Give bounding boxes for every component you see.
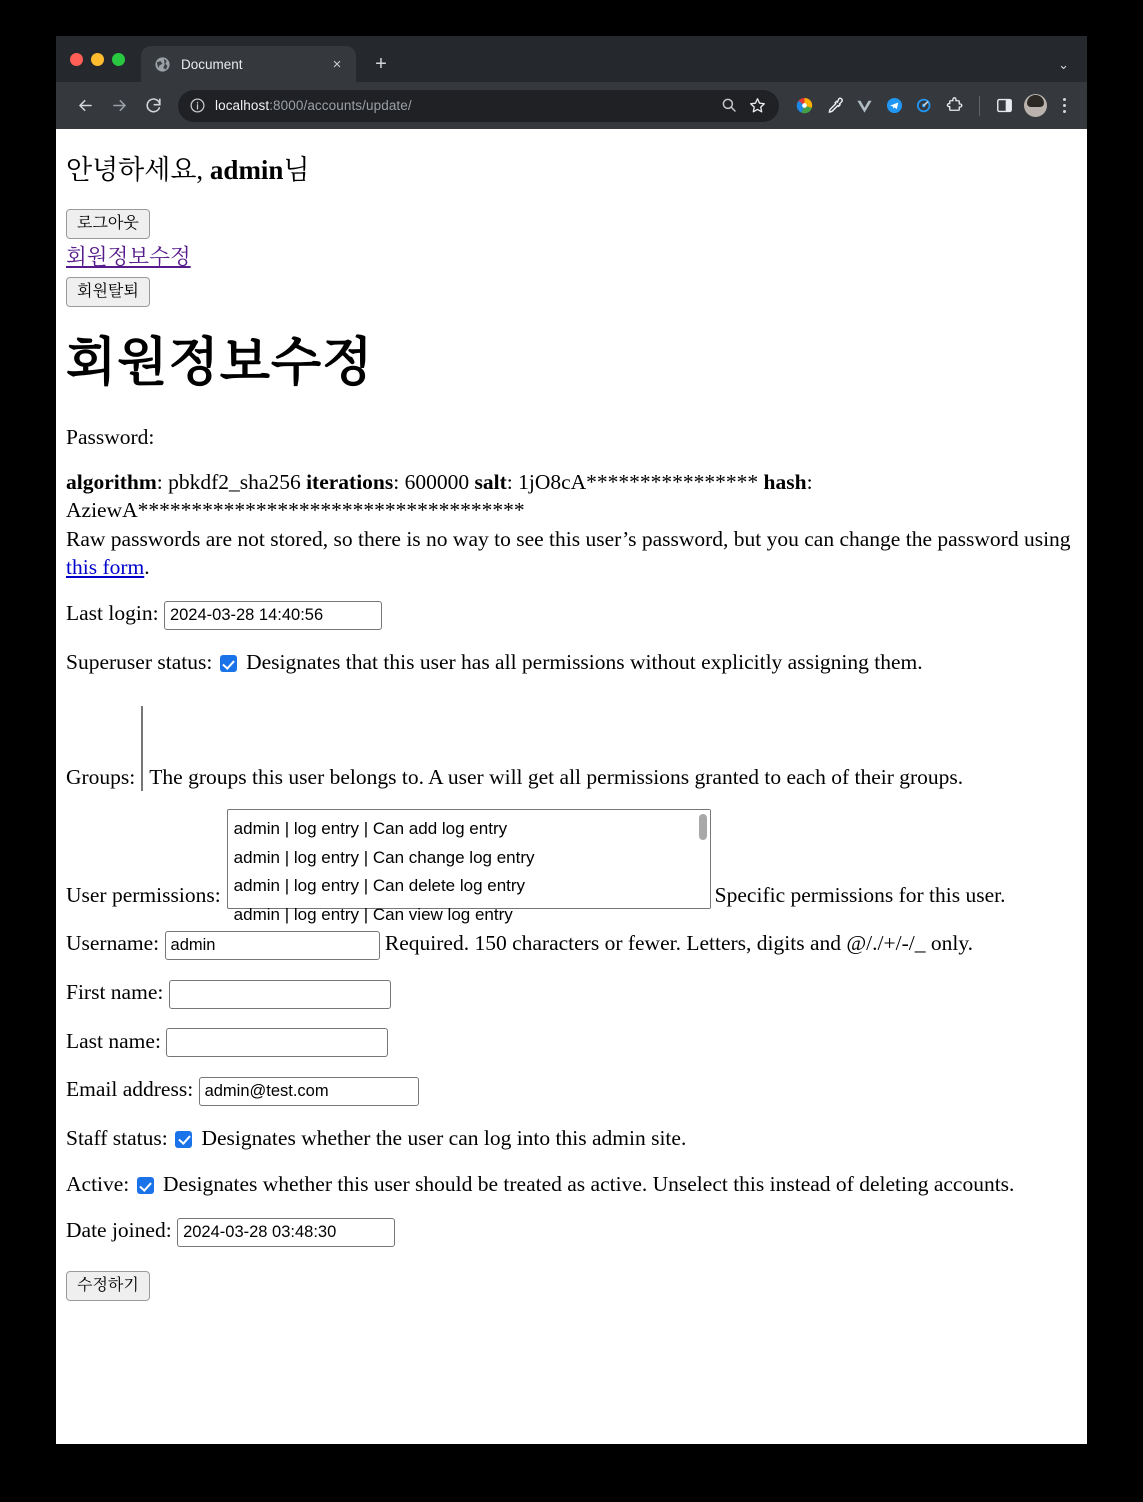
- last-login-row: [66, 599, 1073, 630]
- logout-row: [66, 207, 1073, 239]
- greeting-username: admin: [209, 155, 284, 185]
- salt-value: : 1jO8cA****************: [506, 469, 764, 494]
- window-traffic-lights: [70, 36, 141, 82]
- puzzle-extensions-icon[interactable]: [941, 92, 968, 119]
- hash-key: hash: [763, 469, 807, 494]
- algorithm-value: : pbkdf2_sha256: [156, 469, 307, 494]
- first-name-label: First name:: [66, 979, 164, 1004]
- tab-title: Document: [181, 56, 243, 72]
- date-joined-input[interactable]: [177, 1218, 395, 1247]
- site-info-icon[interactable]: [189, 97, 206, 114]
- vue-devtools-icon[interactable]: [851, 92, 878, 119]
- search-icon[interactable]: [720, 96, 739, 115]
- groups-label: Groups:: [66, 765, 136, 789]
- password-hash-summary: [66, 468, 1073, 525]
- update-profile-link[interactable]: 회원정보수정: [66, 244, 191, 269]
- email-row: [66, 1075, 1073, 1106]
- submit-row: [66, 1269, 1073, 1301]
- bookmark-star-icon[interactable]: [748, 96, 767, 115]
- iterations-value: : 600000: [393, 469, 475, 494]
- greeting-prefix: 안녕하세요,: [66, 155, 210, 185]
- browser-window: [56, 36, 1087, 1444]
- greeting-suffix: 님: [283, 155, 310, 185]
- forward-button[interactable]: [104, 91, 134, 121]
- withdraw-button[interactable]: 회원탈퇴: [66, 277, 150, 307]
- scrollbar-thumb[interactable]: [699, 814, 707, 840]
- extensions-bar: [791, 92, 968, 119]
- speed-test-icon[interactable]: [911, 92, 938, 119]
- password-help-text: [66, 525, 1073, 582]
- algorithm-key: algorithm: [66, 469, 157, 494]
- first-name-row: [66, 978, 1073, 1009]
- close-window-button[interactable]: [70, 53, 83, 66]
- page-viewport: [56, 129, 1087, 1444]
- tab-search-chevron-down-icon[interactable]: ⌄: [1058, 57, 1069, 72]
- list-item[interactable]: admin | log entry | Can delete log entry: [233, 876, 526, 896]
- change-password-link[interactable]: this form: [66, 555, 145, 580]
- email-input[interactable]: [199, 1077, 419, 1106]
- date-joined-row: [66, 1216, 1073, 1247]
- superuser-checkbox[interactable]: [220, 655, 237, 672]
- list-item[interactable]: admin | log entry | Can add log entry: [233, 819, 508, 839]
- scrollbar-track[interactable]: [696, 810, 710, 908]
- new-tab-button[interactable]: +: [375, 53, 387, 75]
- last-name-row: [66, 1027, 1073, 1058]
- list-item[interactable]: admin | log entry | Can view log entry: [233, 904, 513, 924]
- page-title: 회원정보수정: [66, 335, 374, 393]
- groups-multiselect[interactable]: [141, 706, 143, 791]
- superuser-help: Designates that this user has all permissions without explicitly assigning them.: [246, 650, 923, 674]
- last-login-input[interactable]: [164, 601, 382, 630]
- active-row: [66, 1170, 1073, 1198]
- page-greeting: [66, 153, 1073, 189]
- user-permissions-row: [66, 809, 1073, 924]
- submit-button[interactable]: 수정하기: [66, 1271, 150, 1301]
- username-input[interactable]: [165, 931, 380, 960]
- color-wheel-icon[interactable]: [791, 92, 818, 119]
- active-checkbox[interactable]: [137, 1177, 154, 1194]
- staff-status-row: [66, 1124, 1073, 1152]
- password-help-after: .: [144, 555, 150, 580]
- staff-status-label: Staff status:: [66, 1125, 168, 1150]
- url-path: :8000/accounts/update/: [269, 98, 412, 113]
- update-link-row: [66, 243, 1073, 271]
- username-help: Required. 150 characters or fewer. Letters, digits and @/./+/-/_ only.: [384, 931, 974, 956]
- list-item[interactable]: admin | log entry | Can change log entry: [233, 847, 535, 867]
- url-text: [215, 98, 711, 113]
- eyedropper-icon[interactable]: [821, 92, 848, 119]
- toolbar-divider: [979, 96, 980, 116]
- kebab-menu-icon[interactable]: [1053, 92, 1075, 119]
- globe-icon: [154, 56, 171, 73]
- salt-key: salt: [474, 469, 507, 494]
- reload-button[interactable]: [138, 91, 168, 121]
- groups-help: The groups this user belongs to. A user will get all permissions granted to each of their groups.: [149, 765, 964, 789]
- iterations-key: iterations: [306, 469, 394, 494]
- user-permissions-label: User permissions:: [66, 883, 221, 907]
- browser-toolbar: [56, 82, 1087, 129]
- active-help: Designates whether this user should be treated as active. Unselect this instead of deleting accounts.: [163, 1172, 1015, 1196]
- browser-tab[interactable]: [141, 46, 356, 82]
- user-permissions-help: Specific permissions for this user.: [714, 883, 1006, 907]
- staff-status-checkbox[interactable]: [175, 1131, 192, 1148]
- user-permissions-multiselect[interactable]: [227, 809, 711, 924]
- back-button[interactable]: [70, 91, 100, 121]
- tab-strip: [56, 36, 1087, 82]
- first-name-input[interactable]: [169, 980, 391, 1009]
- last-name-label: Last name:: [66, 1028, 161, 1053]
- password-label: Password:: [66, 424, 155, 449]
- avatar[interactable]: [1022, 92, 1049, 119]
- superuser-label: Superuser status:: [66, 650, 213, 674]
- url-host: localhost: [215, 98, 270, 113]
- username-row: [66, 929, 1073, 960]
- active-label: Active:: [66, 1172, 130, 1196]
- page-content: [66, 153, 1073, 1301]
- password-help-before: Raw passwords are not stored, so there is no way to see this user’s password, but you can change the password using: [66, 526, 1071, 551]
- sidebar-panel-icon[interactable]: [991, 92, 1018, 119]
- superuser-row: [66, 648, 1073, 676]
- close-tab-icon[interactable]: ×: [332, 55, 342, 73]
- logout-button[interactable]: 로그아웃: [66, 209, 150, 239]
- telegram-icon[interactable]: [881, 92, 908, 119]
- hash-value: : AziewA************************************: [66, 469, 813, 523]
- address-bar[interactable]: [178, 90, 779, 122]
- minimize-window-button[interactable]: [91, 53, 104, 66]
- username-label: Username:: [66, 931, 160, 956]
- withdraw-row: [66, 275, 1073, 307]
- last-login-label: Last login:: [66, 601, 159, 626]
- staff-status-help: Designates whether the user can log into this admin site.: [201, 1125, 687, 1150]
- date-joined-label: Date joined:: [66, 1218, 172, 1243]
- email-label: Email address:: [66, 1077, 194, 1102]
- maximize-window-button[interactable]: [112, 53, 125, 66]
- groups-row: [66, 706, 1073, 793]
- last-name-input[interactable]: [166, 1028, 388, 1057]
